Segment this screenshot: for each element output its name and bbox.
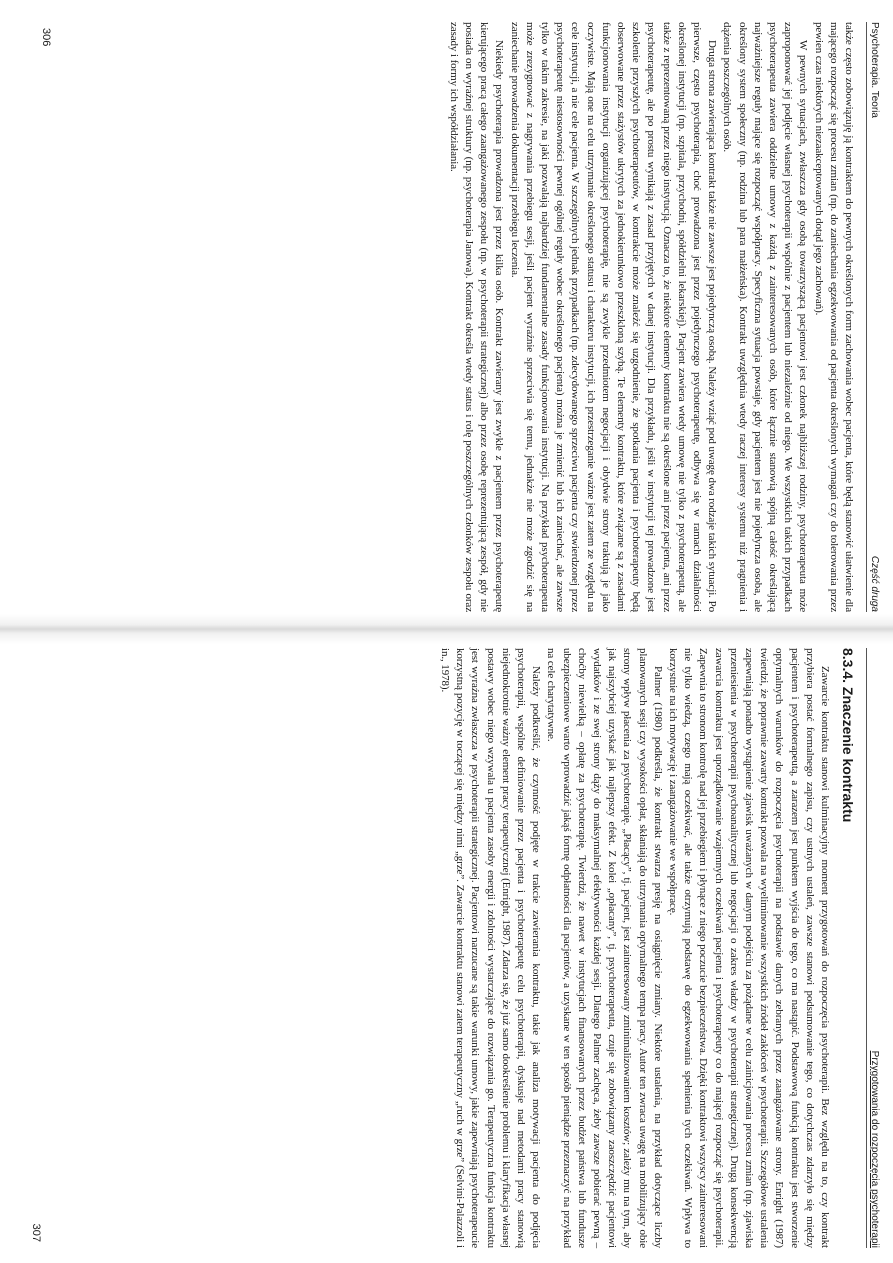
running-head (866, 22, 880, 612)
paragraph: także często zobowiązuję ją kontraktem do pewnych określonych form zachowania wobec pacjenta, które będą stanowić ułatwienie dla mającego rozpocząć się procesu zmian (np. do zaniechania egzekwowania od pacjenta określonych wymagań czy do tolerowania przez pewien czas niektórych niezaakceptowanych dotąd jego zachowań). (812, 22, 855, 612)
paragraph: Palmer (1980) podkreśla, że kontrakt stwarza presję na osiągnięcie zmiany. Niektóre ustalenia, na przykład dotyczące liczby planowanych sesji czy wysokości opłat, skłaniają do utrzymania optymalnego tempa pracy. Autor ten zwraca uwagę na mobilizujący obie strony wpływ płacenia za psychoterapię. „Płacący”, tj. pacjent, jest zainteresowany zminimalizowaniem kosztów; zależy mu na tym, aby jak najszybciej uzyskać jak najlepszy efekt. Z kolei „opłacany”, tj. psychoterapeuta, czuje się zobowiązany zaoszczędzić pacjentowi wydatków i ze swej strony dąży do maksymalnej efektywności każdej sesji. Dlatego Palmer zachęca, żeby zawsze pobierać pewną – choćby niewielką – opłatę za psychoterapię. Twierdzi, że nawet w instytucjach finansowanych przez budżet państwa lub fundusze ubezpieczeniowe warto wprowadzić jakąś formę odpłatności dla pacjentów, a uzyskane w ten sposób pieniądze przeznaczyć na przykład na cele charytatywne. (545, 648, 664, 1248)
running-head (866, 648, 880, 1248)
paragraph: Zawarcie kontraktu stanowi kulminacyjny moment przygotowań do rozpoczęcia psychoterapii. Bez względu na to, czy kontrakt przybiera postać formalnego zapisu, czy ustnych ustaleń, zawsze stanowi podsumowanie tego, co dotychczas zdarzyło się między pacjentem i psychoterapeutą, a zarazem jest punktem wyjścia do tego, co ma nastąpić. Podstawową funkcją kontraktu jest stworzenie optymalnych warunków do rozpoczęcia psychoterapii na podstawie danych zebranych przez zaangażowane strony. Enright (1987) twierdzi, że poprawnie zawarty kontrakt pozwala na wyeliminowanie wszystkich źródeł zakłóceń w psychoterapii. Szczegółowe ustalenia zapewniają ponadto wystąpienie zjawisk uważanych w danym podejściu za pożądane w celu zainicjowania procesu zmian (np. zjawiska przeniesienia w psychoterapii psychoanalitycznej lub negocjacji o zakres władzy w psychoterapii strategicznej). Drugą konsekwencją zawarcia kontraktu jest uporządkowanie wzajemnych oczekiwań pacjenta i psychoterapeuty co do mającej rozpocząć się psychoterapii. Zapewnia to stronom kontrolę nad jej przebiegiem i płynące z niego poczucie bezpieczeństwa. Dzięki kontraktowi wszyscy zainteresowani nie tylko wiedzą, czego mają oczekiwać, ale także otrzymują podstawę do egzekwowania spełnienia tych oczekiwań. Wpływa to korzystnie na ich motywację i zaangażowanie we współpracę. (666, 648, 831, 1248)
page-body (446, 22, 856, 612)
paragraph: W pewnych sytuacjach, zwłaszcza gdy osobą towarzyszącą pacjentowi jest członek najbliższej rodziny, psychoterapeuta może zaproponować jej podjęcie własnej psychoterapii wspólnie z pacjentem lub niezależnie od niego. We wszystkich takich przypadkach psychoterapeuta zawiera oddzielne umowy z każdą z zainteresowanych osób, które łącznie stanowią spójną całość określającą najważniejsze reguły mające się rozpocząć współpracy. Specyficzna sytuacja powstaje, gdy pacjentem jest nie pojedyncza osoba, ale określony system społeczny (np. rodzina lub para małżeńska). Kontrakt uwzględnia wtedy raczej interesy systemu niż pragnienia i dążenia poszczególnych osób. (721, 22, 810, 612)
left-page (40, 22, 880, 612)
paragraph: Druga strona zawierająca kontrakt także nie zawsze jest pojedynczą osobą. Należy wziąć pod uwagę dwa rodzaje takich sytuacji. Po pierwsze, często psychoterapia, choć prowadzona jest przez pojedynczego psychoterapeutę, odbywa się w ramach działalności określonej instytucji (np. szpitala, przychodni, spółdzielni lekarskiej). Pacjent zawiera wtedy umowę nie tylko z psychoterapeutą, ale także z reprezentowaną przez niego instytucją. Oznacza to, że niektóre elementy kontraktu nie są określone ani przez pacjenta, ani przez psychoterapeutę, ale po prostu wynikają z zasad przyjętych w danej instytucji. Dla przykładu, jeśli w instytucji tej prowadzone jest szkolenie przyszłych psychoterapeutów, w kontrakcie może znaleźć się uzgodnienie, że spotkania pacjenta i psychoterapeuty będą obserwowane przez stażystów ukrytych za jednokierunkowo przeszkloną szybą. Te elementy kontraktu, które związane są z zasadami funkcjonowania instytucji organizującej psychoterapię, nie są zwykle przedmiotem negocjacji i obydwie strony traktują je jako oczywiste. Mają one na celu utrzymanie określonego statusu i charakteru instytucji, ich przestrzeganie ważne jest zatem ze względu na cele instytucji, a nie cele pacjenta. W szczególnych jednak przypadkach (np. zdecydowanego sprzeciwu pacjenta czy stwierdzonej przez psychoterapeutę niestosowności pewnej ogólnej reguły wobec określonego pacjenta) można je zmienić lub ich zaniechać, ale zawsze tylko w takim zakresie, na jaki pozwalają najbardziej fundamentalne zasady funkcjonowania instytucji. Na przykład psychoterapeuta może zrezygnować z nagrywania przebiegu sesji, jeśli pacjent wyraźnie sprzeciwia się temu, jednakże nie może zgodzić się na zaniechanie prowadzenia dokumentacji przebiegu leczenia. (508, 22, 719, 612)
right-page (30, 648, 880, 1248)
page-number: 306 (40, 28, 52, 47)
running-head-title: Psychoterapia. Teoria (869, 22, 880, 118)
section-title: 8.3.4. Znaczenie kontraktu (840, 648, 856, 823)
running-head-part: Część druga (869, 555, 880, 612)
page-number: 307 (30, 1223, 42, 1242)
paragraph: Niekiedy psychoterapia prowadzona jest przez kilka osób. Kontrakt zawierany jest zwykle z pacjentem przez psychoterapeutę kierującego pracą całego zaangażowanego zespołu (np. w psychoterapii strategicznej) albo przez osobę reprezentującą zespół, gdy nie posiada on wyraźnej struktury (np. psychoterapia Janowa). Kontrakt określa wtedy status i rolę poszczególnych członków zespołu oraz zasady i formy ich współdziałania. (447, 22, 506, 612)
running-head-chapter: Przygotowania do rozpoczęcia psychoterapii (869, 1050, 880, 1248)
page-body (437, 648, 832, 1248)
book-fold (0, 614, 893, 644)
paragraph: Należy podkreślić, że czynność podjęte w trakcie zawierania kontraktu, takie jak analiza motywacji pacjenta do podjęcia psychoterapii, wspólne definiowanie przez pacjenta i psychoterapeutę celu psychoterapii, dyskusje nad metodami pracy stanowią niejednokrotnie ważny element pracy terapeutycznej (Enright, 1987). Zdarza się, że już samo dookreślenie problemu i klaryfikacja własnej postawy wobec niego wzywala u pacjenta zasoby energii i zdolności wystarczające do rozwiązania go. Terapeutyczna funkcja kontraktu jest wyraźna zwłaszcza w psychoterapii strategicznej. Pacjentowi narzucane są takie warunki umowy, jakie zapewniają psychoterapeucie korzystną pozycję w toczącej się między nimi „grze”. Zawarcie kontraktu stanowi zatem terapeutyczny „ruch w grze” (Selvini-Palazzoli i in., 1978). (438, 648, 543, 1248)
